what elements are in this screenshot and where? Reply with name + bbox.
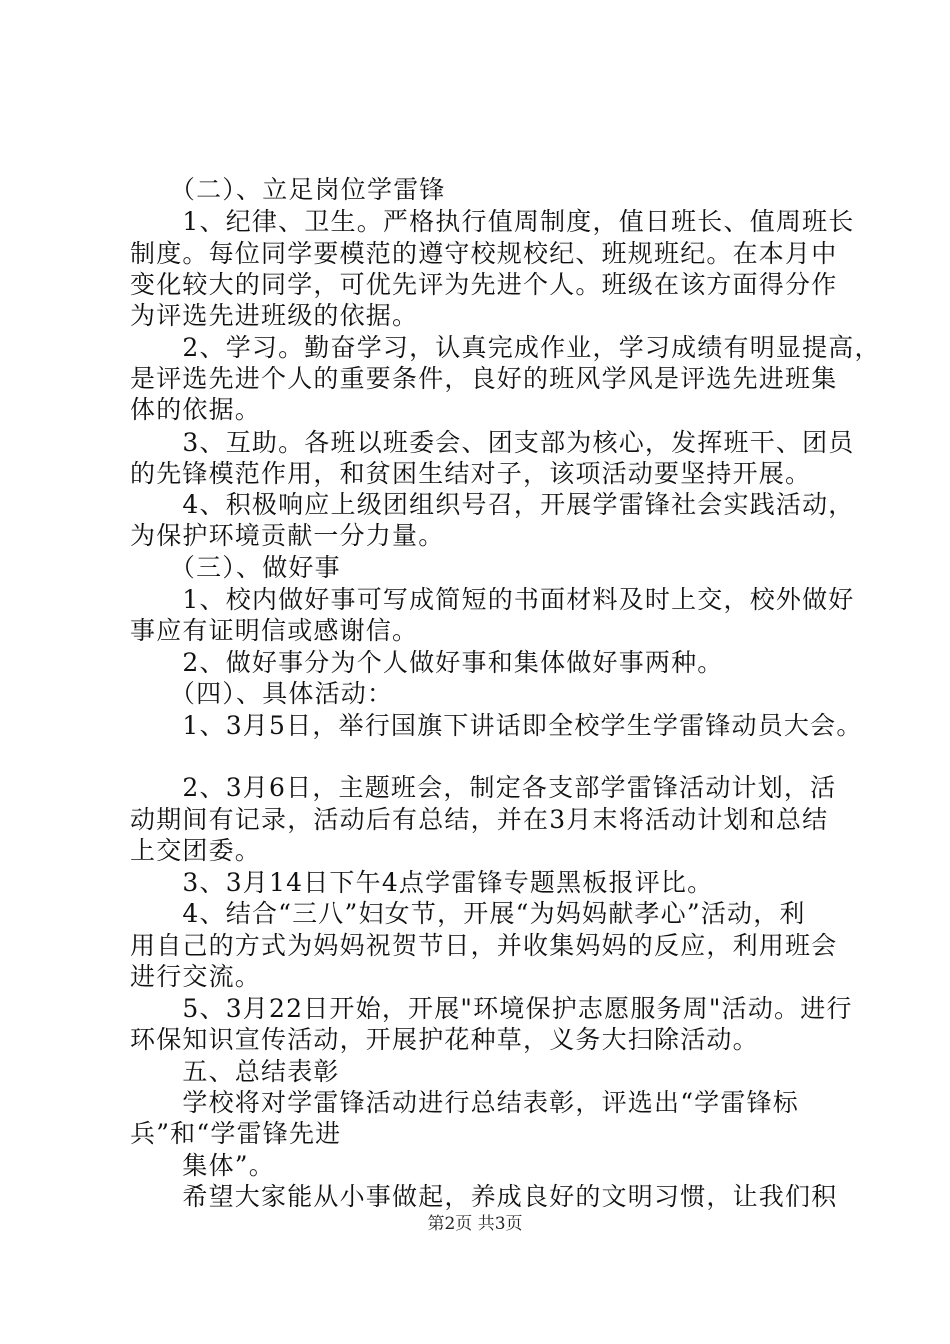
paragraph-line: 2、3月6日，主题班会，制定各支部学雷锋活动计划，活 (130, 773, 837, 802)
paragraph-line: 5、3月22日开始，开展"环境保护志愿服务周"活动。进行 (130, 994, 853, 1023)
paragraph-line: 体的依据。 (130, 395, 262, 424)
paragraph-line: 2、做好事分为个人做好事和集体做好事两种。 (130, 648, 724, 677)
paragraph-line: 兵”和“学雷锋先进 (130, 1119, 342, 1148)
paragraph-line: 3、互助。各班以班委会、团支部为核心，发挥班干、团员 (130, 428, 855, 457)
paragraph-line: 为保护环境贡献一分力量。 (130, 521, 445, 550)
paragraph-line: 变化较大的同学，可优先评为先进个人。班级在该方面得分作 (130, 270, 838, 299)
paragraph-line: 为评选先进班级的依据。 (130, 301, 419, 330)
paragraph-line: 上交团委。 (130, 836, 262, 865)
paragraph-line: 事应有证明信或感谢信。 (130, 616, 419, 645)
paragraph-line: 4、积极响应上级团组织号召，开展学雷锋社会实践活动， (130, 490, 855, 519)
paragraph-line: 用自己的方式为妈妈祝贺节日，并收集妈妈的反应，利用班会 (130, 931, 838, 960)
paragraph-line: 1、纪律、卫生。严格执行值周制度，值日班长、值周班长 (130, 207, 855, 236)
paragraph-line: 4、结合“三八”妇女节，开展“为妈妈献孝心”活动，利 (130, 899, 806, 928)
paragraph-line: 进行交流。 (130, 962, 262, 991)
paragraph-line: 学校将对学雷锋活动进行总结表彰，评选出“学雷锋标 (130, 1088, 799, 1117)
paragraph-line: 动期间有记录，活动后有总结，并在3月末将活动计划和总结 (130, 805, 829, 834)
section-heading-4: （四）、具体活动： (130, 679, 394, 708)
paragraph-line: 希望大家能从小事做起，养成良好的文明习惯，让我们积 (130, 1182, 838, 1211)
section-heading-3: （三）、做好事 (130, 553, 341, 582)
section-heading-5: 五、总结表彰 (130, 1057, 340, 1086)
paragraph-line: 的先锋模范作用，和贫困生结对子，该项活动要坚持开展。 (130, 459, 812, 488)
paragraph-line: 环保知识宣传活动，开展护花种草，义务大扫除活动。 (130, 1025, 759, 1054)
paragraph-line: 制度。每位同学要模范的遵守校规校纪、班规班纪。在本月中 (130, 239, 838, 268)
paragraph-line: 1、3月5日，举行国旗下讲话即全校学生学雷锋动员大会。 (130, 711, 863, 740)
paragraph-line: 3、3月14日下午4点学雷锋专题黑板报评比。 (130, 868, 714, 897)
paragraph-line: 1、校内做好事可写成简短的书面材料及时上交，校外做好 (130, 585, 855, 614)
page-footer: 第2页 共3页 (427, 1214, 523, 1234)
paragraph-line: 集体”。 (130, 1151, 275, 1180)
section-heading-2: （二）、立足岗位学雷锋 (130, 175, 446, 204)
paragraph-line: 2、学习。勤奋学习，认真完成作业，学习成绩有明显提高， (130, 333, 881, 362)
paragraph-line: 是评选先进个人的重要条件，良好的班风学风是评选先进班集 (130, 364, 838, 393)
